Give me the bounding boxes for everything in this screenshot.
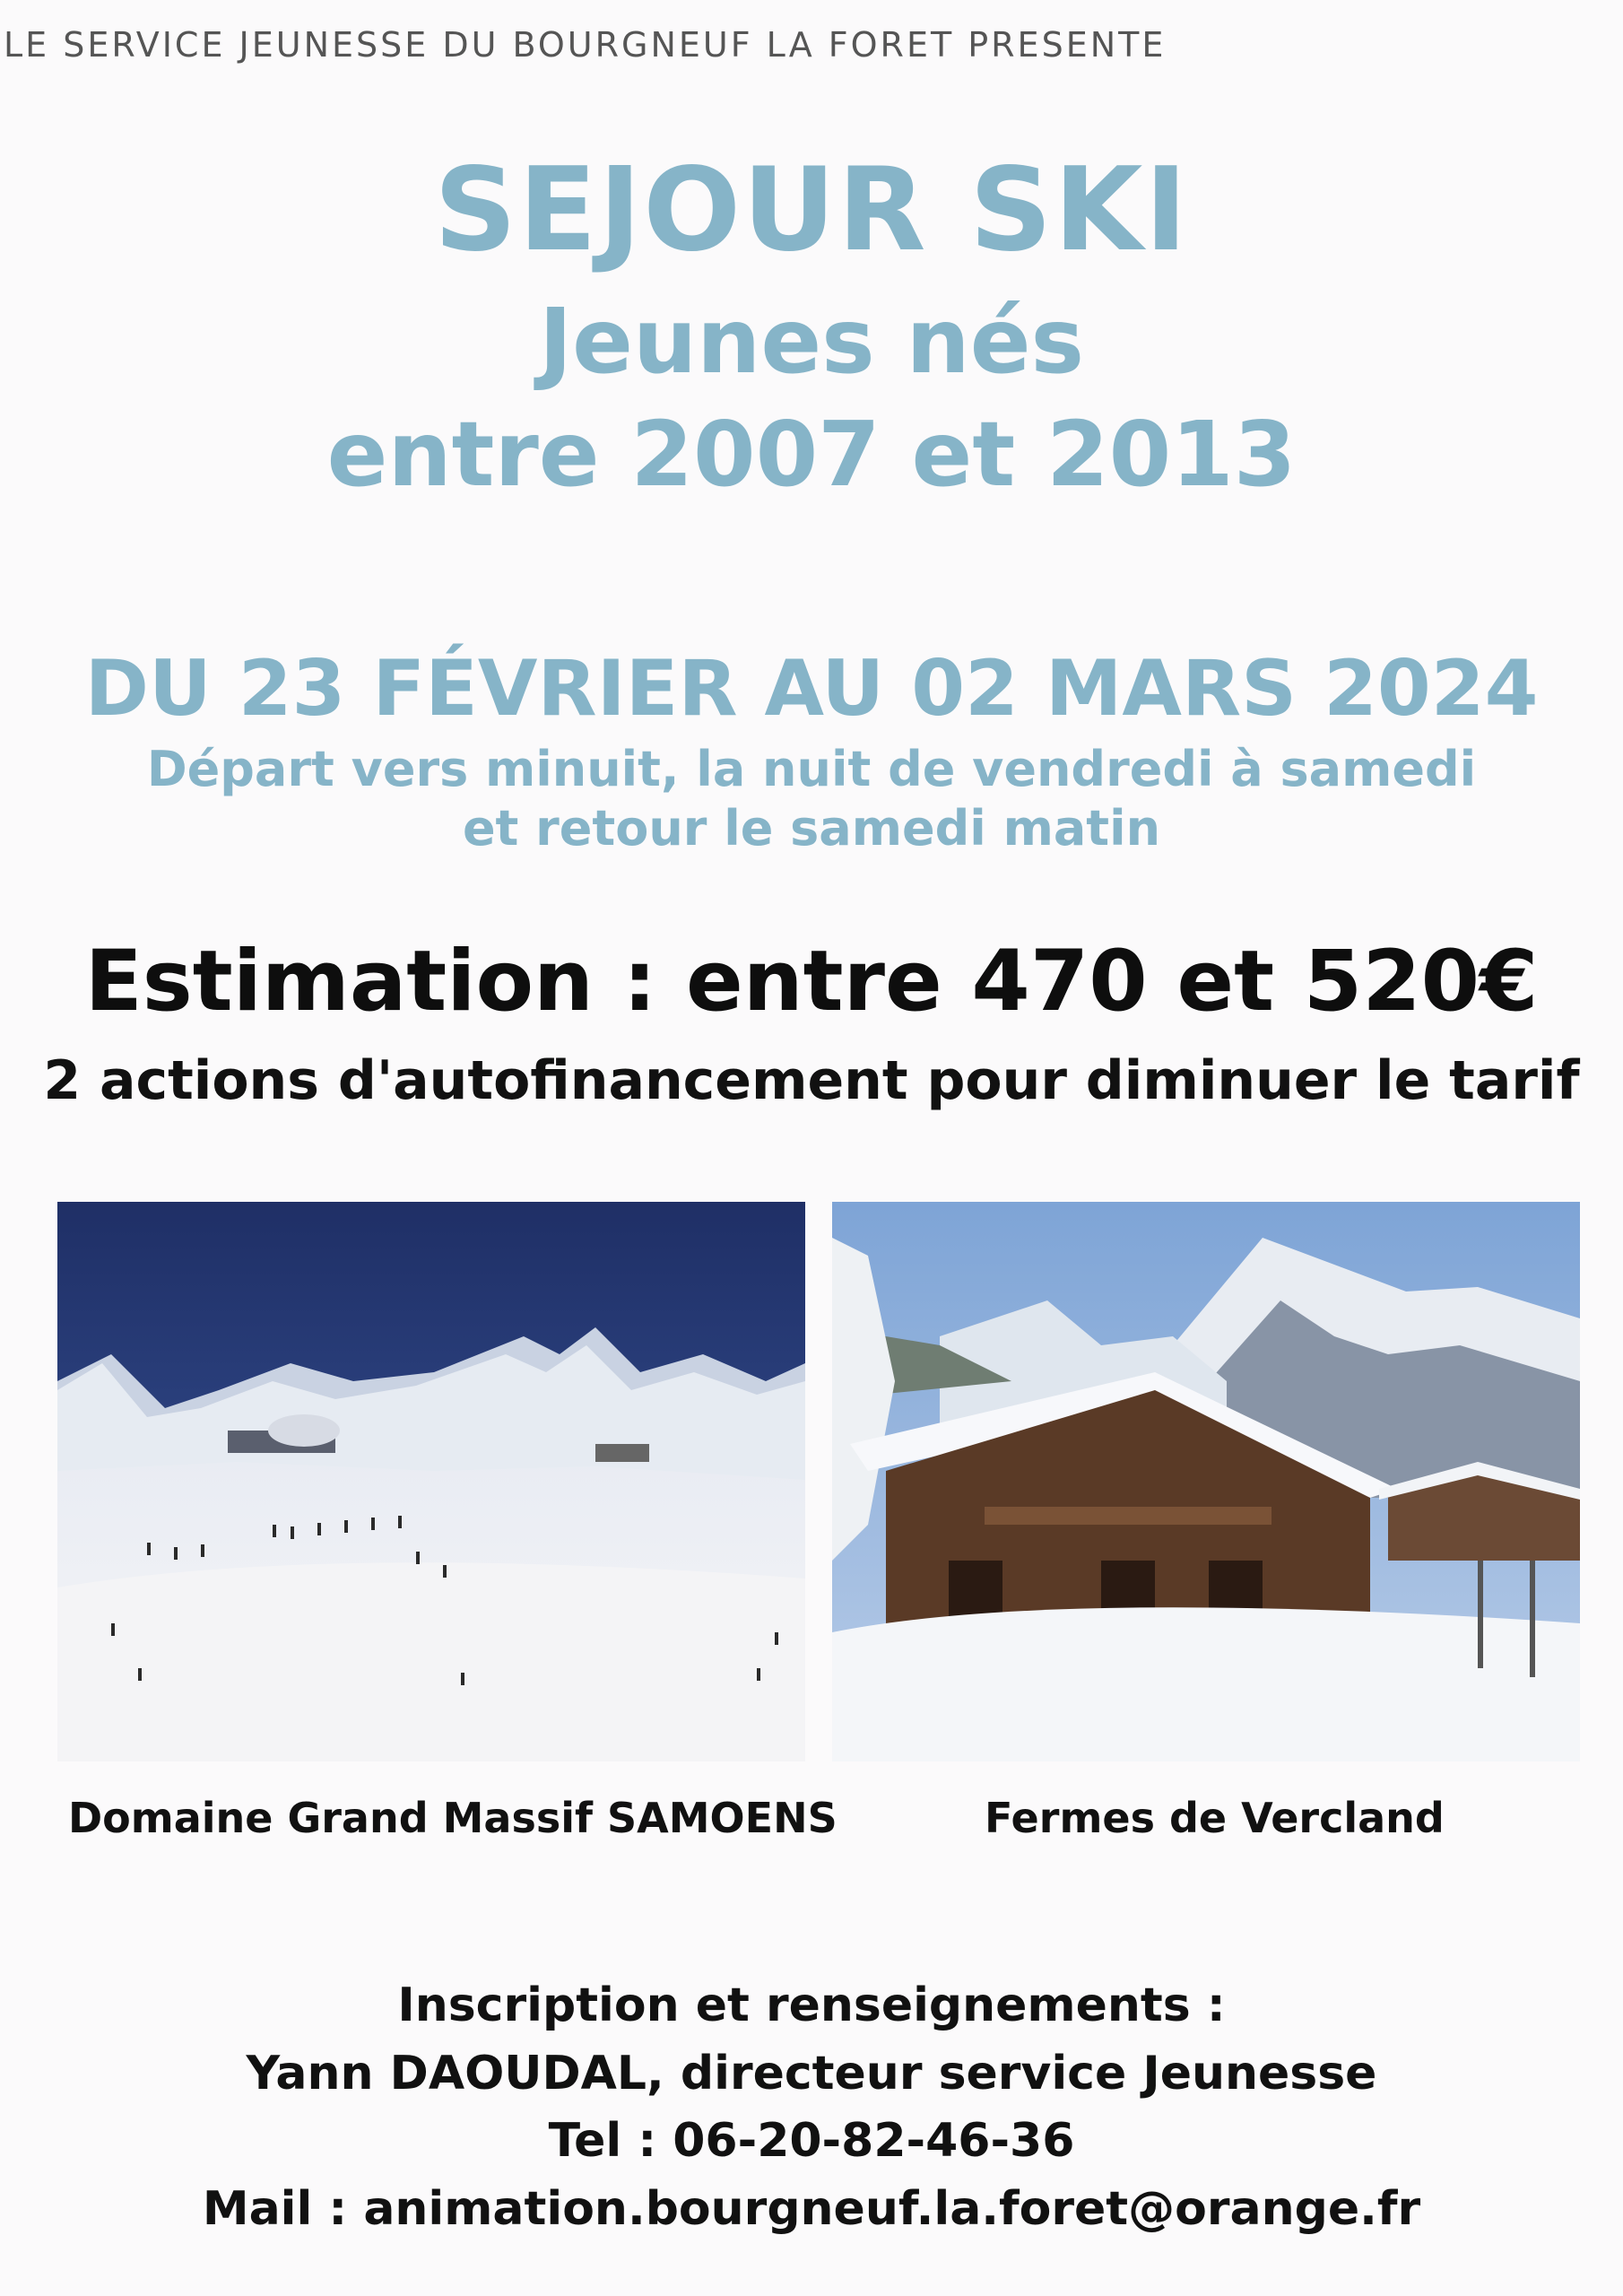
price-estimation: Estimation : entre 470 et 520€ (84, 933, 1539, 1031)
presenter-line: LE SERVICE JEUNESSE DU BOURGNEUF LA FORET PRESENTE (4, 25, 1167, 65)
page-title: SEJOUR SKI (433, 144, 1190, 277)
caption-ski-domain: Domaine Grand Massif SAMOENS (68, 1794, 838, 1842)
caption-chalet: Fermes de Vercland (985, 1794, 1445, 1842)
departure-line-2: et retour le samedi matin (462, 800, 1161, 857)
departure-line-1: Départ vers minuit, la nuit de vendredi à samedi (146, 741, 1477, 797)
contact-heading: Inscription et renseignements : (397, 1979, 1226, 2032)
ski-slope-photo (57, 1202, 805, 1761)
funding-note: 2 actions d'autofinancement pour diminuer le tarif (43, 1049, 1580, 1112)
subtitle-line-2: entre 2007 et 2013 (326, 402, 1297, 507)
contact-mail: Mail : animation.bourgneuf.la.foret@orange.fr (202, 2182, 1421, 2236)
subtitle-line-1: Jeunes nés (538, 289, 1085, 394)
chalet-photo (832, 1202, 1580, 1761)
contact-phone: Tel : 06-20-82-46-36 (548, 2114, 1075, 2168)
date-range: DU 23 FÉVRIER AU 02 MARS 2024 (84, 644, 1539, 734)
contact-person: Yann DAOUDAL, directeur service Jeunesse (246, 2047, 1377, 2100)
